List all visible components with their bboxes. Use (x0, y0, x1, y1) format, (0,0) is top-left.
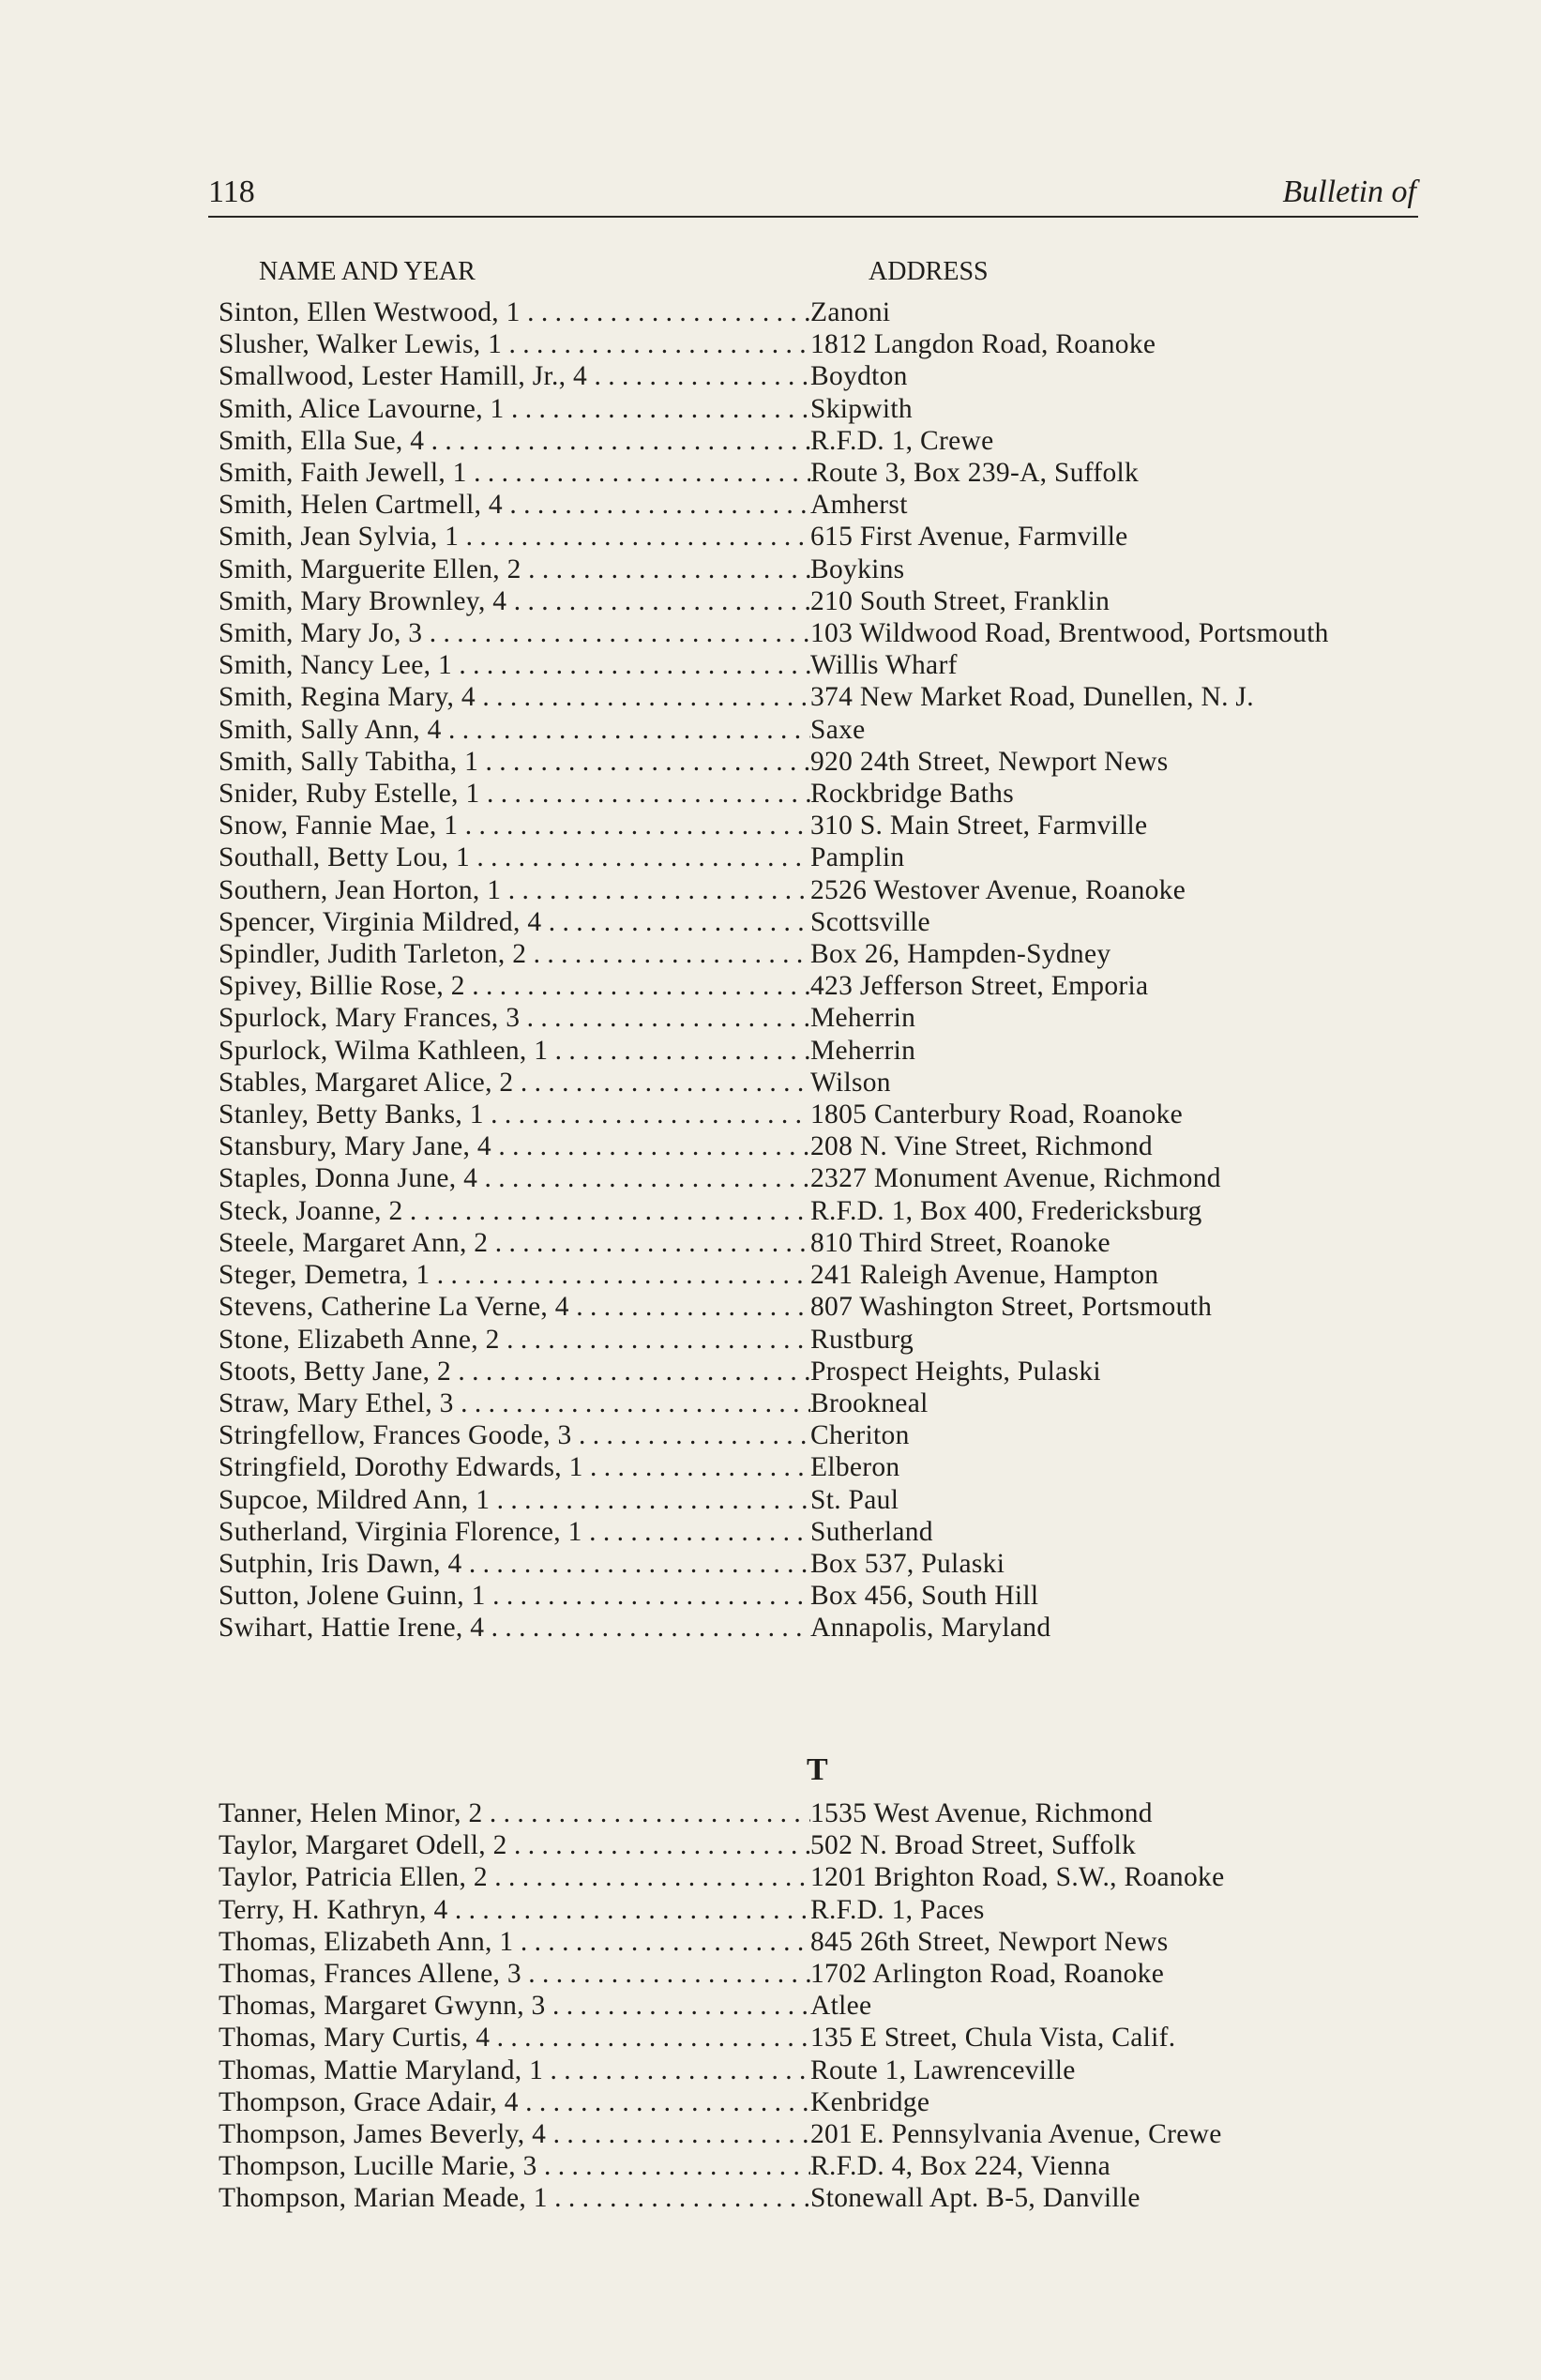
directory-entry (219, 1516, 1438, 1548)
entry-name: Terry, H. Kathryn, 4 . . . (219, 1894, 810, 1926)
entry-name: Steck, Joanne, 2 . . . (219, 1195, 810, 1227)
entry-address: Box 537, Pulaski (810, 1548, 1005, 1579)
directory-entry (219, 1002, 1438, 1034)
entry-name: Smith, Ella Sue, 4 . . . (219, 425, 810, 457)
directory-entry (219, 1099, 1438, 1130)
entry-address: Rockbridge Baths (810, 779, 1015, 810)
entry-name: Smith, Regina Mary, 4 . . . (219, 681, 810, 713)
entry-address: Amherst (810, 490, 908, 521)
entry-address: R.F.D. 1, Box 400, Fredericksburg (810, 1195, 1202, 1226)
entry-name: Smith, Faith Jewell, 1 . . . (219, 457, 810, 489)
directory-entry (219, 1067, 1438, 1099)
directory-entry (219, 841, 1438, 873)
entry-name: Spurlock, Wilma Kathleen, 1 . . . (219, 1035, 810, 1067)
page-header (208, 169, 1418, 218)
entry-address: 502 N. Broad Street, Suffolk (810, 1830, 1137, 1861)
entry-address: R.F.D. 1, Paces (810, 1894, 985, 1925)
entry-address: Boydton (810, 361, 908, 392)
entry-name: Staples, Donna June, 4 . . . (219, 1162, 810, 1194)
directory-entry (219, 1035, 1438, 1067)
entry-name: Steger, Demetra, 1 . . . (219, 1259, 810, 1291)
directory-entry (219, 521, 1438, 553)
directory-entry (219, 2022, 1438, 2054)
entry-name: Thomas, Elizabeth Ann, 1 . . . (219, 1926, 810, 1958)
entry-name: Stansbury, Mary Jane, 4 . . . (219, 1130, 810, 1162)
entry-name: Thompson, Grace Adair, 4 . . . (219, 2086, 810, 2118)
entry-name: Sutherland, Virginia Florence, 1 . . . (219, 1516, 810, 1548)
entry-name: Smith, Mary Brownley, 4 . . . (219, 585, 810, 617)
directory-entry (219, 2054, 1438, 2086)
entry-name: Smith, Marguerite Ellen, 2 . . . (219, 553, 810, 585)
entry-name: Sutphin, Iris Dawn, 4 . . . (219, 1548, 810, 1580)
entry-name: Smallwood, Lester Hamill, Jr., 4 . . . (219, 360, 810, 392)
entry-address: Elberon (810, 1452, 900, 1483)
entry-address: St. Paul (810, 1484, 899, 1515)
entry-name: Stoots, Betty Jane, 2 . . . (219, 1356, 810, 1387)
directory-entry (219, 810, 1438, 841)
directory-entry (219, 393, 1438, 425)
directory-entry (219, 1926, 1438, 1958)
entry-name: Smith, Alice Lavourne, 1 . . . (219, 393, 810, 425)
directory-entry (219, 1227, 1438, 1259)
entry-address: Pamplin (810, 842, 905, 873)
entry-address: 807 Washington Street, Portsmouth (810, 1292, 1213, 1323)
directory-entry (219, 1451, 1438, 1483)
directory-entry (219, 2150, 1438, 2182)
entry-address: 1201 Brighton Road, S.W., Roanoke (810, 1862, 1225, 1893)
entry-address: Rustburg (810, 1324, 914, 1355)
entry-name: Thomas, Mattie Maryland, 1 . . . (219, 2054, 810, 2086)
entry-address: Prospect Heights, Pulaski (810, 1356, 1101, 1387)
entry-address: Boykins (810, 553, 905, 584)
entry-name: Snider, Ruby Estelle, 1 . . . (219, 778, 810, 810)
entry-name: Spivey, Billie Rose, 2 . . . (219, 970, 810, 1002)
directory-entry (219, 1894, 1438, 1926)
directory-entry (219, 2182, 1438, 2214)
entry-address: 201 E. Pennsylvania Avenue, Crewe (810, 2119, 1222, 2150)
directory-entry (219, 1580, 1438, 1612)
entry-name: Snow, Fannie Mae, 1 . . . (219, 810, 810, 841)
entry-name: Stevens, Catherine La Verne, 4 . . . (219, 1291, 810, 1323)
entry-address: Stonewall Apt. B-5, Danville (810, 2183, 1141, 2214)
entry-name: Spencer, Virginia Mildred, 4 . . . (219, 906, 810, 938)
entry-address: Route 3, Box 239-A, Suffolk (810, 458, 1140, 489)
entry-name: Steele, Margaret Ann, 2 . . . (219, 1227, 810, 1259)
entry-address: 2526 Westover Avenue, Roanoke (810, 874, 1186, 905)
entry-address: 1535 West Avenue, Richmond (810, 1798, 1153, 1828)
directory-entry (219, 1484, 1438, 1516)
entry-name: Stables, Margaret Alice, 2 . . . (219, 1067, 810, 1099)
entry-address: Wilson (810, 1067, 891, 1098)
directory-entry (219, 1419, 1438, 1451)
directory-entry (219, 2086, 1438, 2118)
directory-entry (219, 1829, 1438, 1861)
address-column-heading: ADDRESS (869, 257, 989, 286)
entry-name: Sutton, Jolene Guinn, 1 . . . (219, 1580, 810, 1612)
entry-address: Zanoni (810, 297, 891, 327)
section-letter: T (807, 1752, 828, 1787)
entry-address: 241 Raleigh Avenue, Hampton (810, 1260, 1159, 1291)
entry-name: Smith, Sally Tabitha, 1 . . . (219, 746, 810, 778)
directory-entry (219, 906, 1438, 938)
entry-address: Willis Wharf (810, 650, 958, 681)
entry-name: Thompson, Marian Meade, 1 . . . (219, 2182, 810, 2214)
entry-name: Tanner, Helen Minor, 2 . . . (219, 1797, 810, 1829)
directory-entry (219, 425, 1438, 457)
directory-entry (219, 1958, 1438, 1990)
entry-name: Thomas, Margaret Gwynn, 3 . . . (219, 1990, 810, 2022)
entry-name: Smith, Sally Ann, 4 . . . (219, 714, 810, 746)
directory-entry (219, 2118, 1438, 2150)
directory-entry (219, 1797, 1438, 1829)
directory-entry (219, 1990, 1438, 2022)
entry-name: Sinton, Ellen Westwood, 1 . . . (219, 296, 810, 328)
entry-name: Taylor, Patricia Ellen, 2 . . . (219, 1861, 810, 1893)
directory-list-s (219, 296, 1438, 1645)
entry-name: Stanley, Betty Banks, 1 . . . (219, 1099, 810, 1130)
entry-address: Box 26, Hampden-Sydney (810, 939, 1111, 970)
page-number: 118 (208, 174, 255, 209)
entry-name: Southall, Betty Lou, 1 . . . (219, 841, 810, 873)
entry-address: Route 1, Lawrenceville (810, 2054, 1076, 2085)
directory-entry (219, 649, 1438, 681)
entry-address: Skipwith (810, 393, 913, 424)
directory-entry (219, 1195, 1438, 1227)
directory-entry (219, 328, 1438, 360)
entry-name: Stone, Elizabeth Anne, 2 . . . (219, 1324, 810, 1356)
entry-name: Thompson, James Beverly, 4 . . . (219, 2118, 810, 2150)
directory-entry (219, 778, 1438, 810)
entry-address: Meherrin (810, 1003, 916, 1034)
entry-address: Brookneal (810, 1387, 929, 1418)
entry-name: Taylor, Margaret Odell, 2 . . . (219, 1829, 810, 1861)
entry-address: Cheriton (810, 1420, 910, 1451)
entry-name: Slusher, Walker Lewis, 1 . . . (219, 328, 810, 360)
directory-entry (219, 489, 1438, 521)
entry-address: Scottsville (810, 906, 930, 937)
entry-name: Smith, Helen Cartmell, 4 . . . (219, 489, 810, 521)
directory-entry (219, 1548, 1438, 1580)
running-head: Bulletin of (1282, 174, 1416, 209)
entry-name: Spindler, Judith Tarleton, 2 . . . (219, 938, 810, 970)
directory-entry (219, 746, 1438, 778)
directory-entry (219, 296, 1438, 328)
entry-address: 374 New Market Road, Dunellen, N. J. (810, 682, 1254, 713)
entry-address: Kenbridge (810, 2086, 930, 2117)
entry-address: R.F.D. 1, Crewe (810, 425, 994, 456)
entry-name: Thompson, Lucille Marie, 3 . . . (219, 2150, 810, 2182)
entry-address: 210 South Street, Franklin (810, 585, 1110, 616)
directory-entry (219, 938, 1438, 970)
entry-address: Saxe (810, 714, 866, 745)
entry-address: 423 Jefferson Street, Emporia (810, 971, 1149, 1002)
entry-address: 1812 Langdon Road, Roanoke (810, 329, 1156, 360)
entry-address: R.F.D. 4, Box 224, Vienna (810, 2151, 1110, 2182)
directory-entry (219, 1291, 1438, 1323)
directory-entry (219, 1130, 1438, 1162)
directory-entry (219, 585, 1438, 617)
entry-name: Supcoe, Mildred Ann, 1 . . . (219, 1484, 810, 1516)
directory-entry (219, 1356, 1438, 1387)
entry-address: 920 24th Street, Newport News (810, 746, 1169, 777)
entry-name: Stringfellow, Frances Goode, 3 . . . (219, 1419, 810, 1451)
entry-address: 845 26th Street, Newport News (810, 1926, 1169, 1957)
directory-list-t (219, 1797, 1438, 2215)
directory-entry (219, 874, 1438, 906)
entry-name: Spurlock, Mary Frances, 3 . . . (219, 1002, 810, 1034)
directory-entry (219, 1259, 1438, 1291)
entry-address: Meherrin (810, 1035, 916, 1066)
entry-name: Southern, Jean Horton, 1 . . . (219, 874, 810, 906)
entry-address: 208 N. Vine Street, Richmond (810, 1131, 1153, 1162)
entry-name: Smith, Nancy Lee, 1 . . . (219, 649, 810, 681)
entry-address: 810 Third Street, Roanoke (810, 1227, 1110, 1258)
entry-address: Box 456, South Hill (810, 1581, 1039, 1612)
directory-entry (219, 1387, 1438, 1419)
entry-address: 135 E Street, Chula Vista, Calif. (810, 2023, 1176, 2054)
directory-entry (219, 617, 1438, 649)
entry-name: Stringfield, Dorothy Edwards, 1 . . . (219, 1451, 810, 1483)
entry-address: 2327 Monument Avenue, Richmond (810, 1163, 1221, 1194)
directory-entry (219, 970, 1438, 1002)
directory-entry (219, 714, 1438, 746)
entry-name: Straw, Mary Ethel, 3 . . . (219, 1387, 810, 1419)
entry-name: Swihart, Hattie Irene, 4 . . . (219, 1612, 810, 1644)
entry-name: Smith, Mary Jo, 3 . . . (219, 617, 810, 649)
entry-name: Thomas, Mary Curtis, 4 . . . (219, 2022, 810, 2054)
entry-address: 1805 Canterbury Road, Roanoke (810, 1099, 1184, 1130)
directory-entry (219, 1612, 1438, 1644)
entry-address: Atlee (810, 1991, 872, 2022)
directory-entry (219, 1324, 1438, 1356)
entry-name: Thomas, Frances Allene, 3 . . . (219, 1958, 810, 1990)
name-column-heading: NAME AND YEAR (259, 257, 476, 286)
entry-address: 103 Wildwood Road, Brentwood, Portsmouth (810, 618, 1329, 649)
entry-address: 310 S. Main Street, Farmville (810, 811, 1148, 841)
directory-entry (219, 1861, 1438, 1893)
directory-entry (219, 457, 1438, 489)
entry-address: 1702 Arlington Road, Roanoke (810, 1959, 1165, 1990)
entry-address: Sutherland (810, 1516, 933, 1547)
directory-entry (219, 681, 1438, 713)
directory-entry (219, 553, 1438, 585)
entry-address: 615 First Avenue, Farmville (810, 522, 1128, 553)
entry-address: Annapolis, Maryland (810, 1613, 1051, 1644)
directory-entry (219, 360, 1438, 392)
directory-entry (219, 1162, 1438, 1194)
entry-name: Smith, Jean Sylvia, 1 . . . (219, 521, 810, 553)
